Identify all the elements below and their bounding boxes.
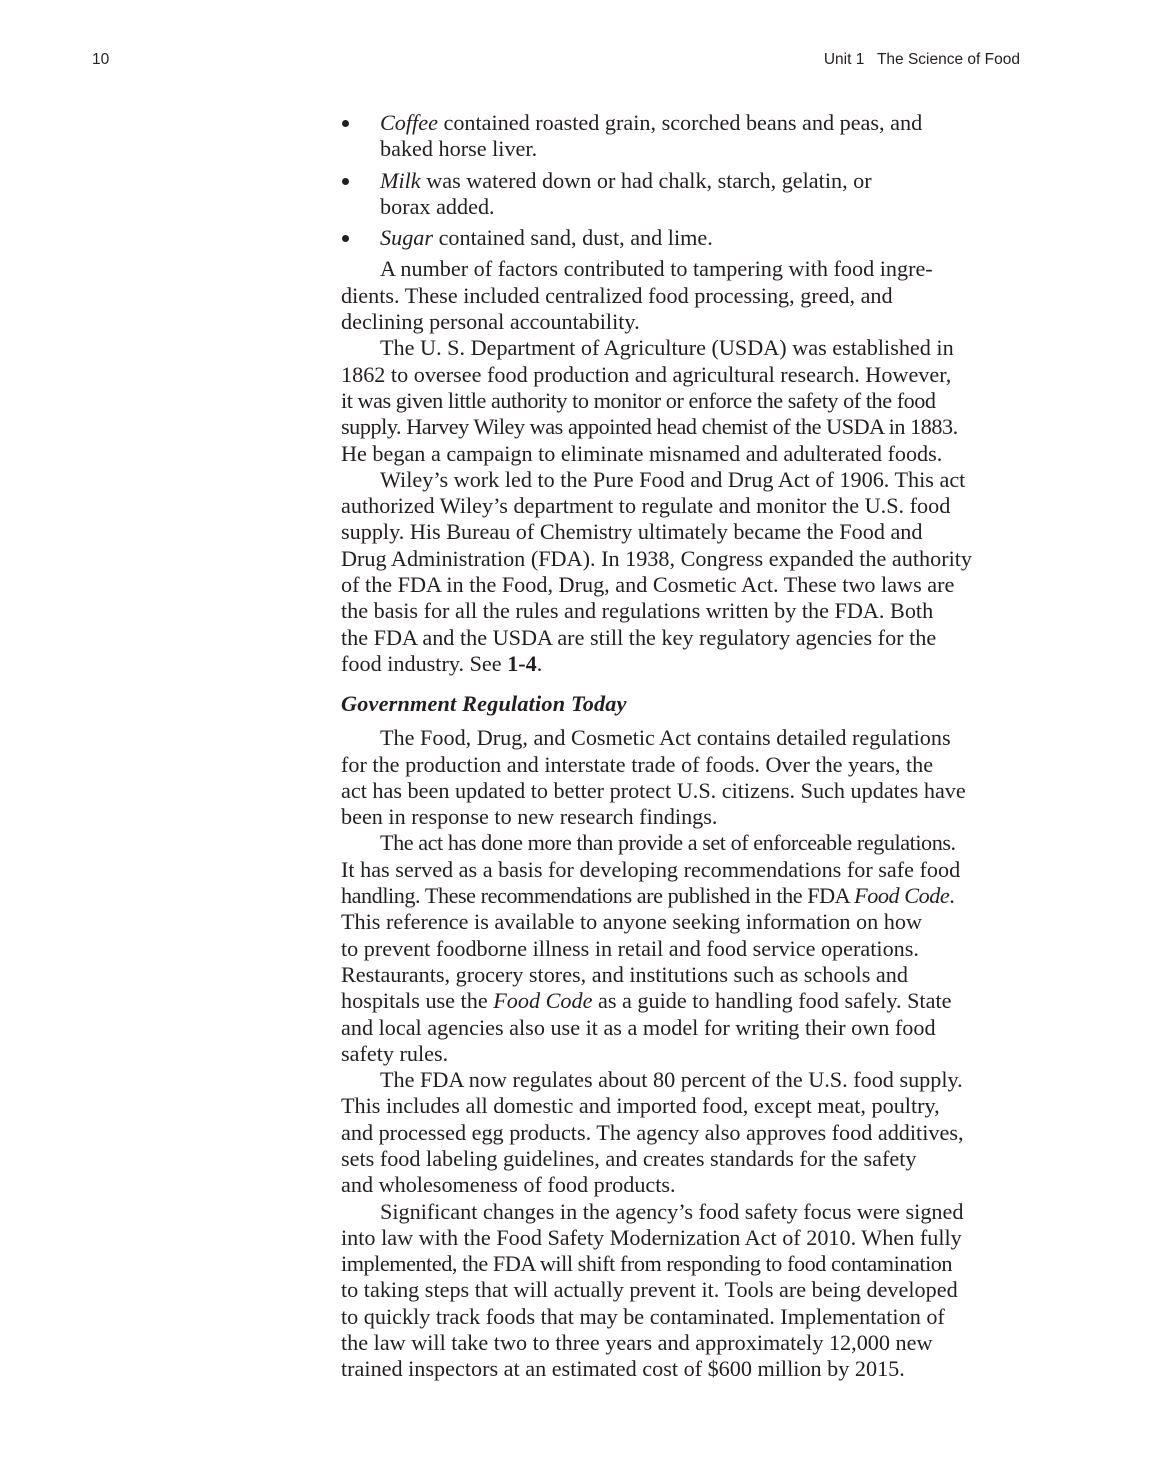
text-line: supply. His Bureau of Chemistry ultimately became the Food and [341,519,923,545]
text-line: supply. Harvey Wiley was appointed head chemist of the USDA in 1883. [341,414,958,440]
list-item-coffee [341,110,1023,163]
unit-title: Unit 1 The Science of Food [823,51,1020,68]
list-term: Milk [380,167,421,193]
text-line: to taking steps that will actually prevent it. Tools are being developed [341,1277,958,1303]
bullet-icon [342,178,349,185]
list-term: Sugar [380,225,434,251]
text-line: to quickly track foods that may be contaminated. Implementation of [341,1303,945,1329]
list-item-sugar [341,225,1023,251]
text-line: It has served as a basis for developing recommendations for safe food [341,856,961,882]
adulteration-list [341,110,1023,251]
text-line: to prevent foodborne illness in retail and food service operations. [341,935,919,961]
page-number: 10 [92,51,110,68]
text-line: Significant changes in the agency’s food safety focus were signed [380,1198,964,1224]
text-line: handling. These recommendations are published in the FDA [341,883,855,909]
text-line: the FDA and the USDA are still the key regulatory agencies for the [341,624,937,650]
text-line: The U. S. Department of Agriculture (USDA) was established in [380,335,954,361]
text-line: food industry. See [341,650,508,676]
text-line: hospitals use the [341,988,494,1014]
figure-reference: 1-4 [507,650,537,676]
text-line: declining personal accountability. [341,309,640,335]
text-line: safety rules. [341,1040,449,1066]
text-line: The Food, Drug, and Cosmetic Act contains detailed regulations [380,725,951,751]
body-text [341,110,1023,1383]
section-heading: Government Regulation Today [341,691,627,717]
text-line: and processed egg products. The agency also approves food additives, [341,1119,964,1145]
text-line: and wholesomeness of food products. [341,1172,676,1198]
running-header [0,51,1156,73]
publication-title: Food Code [493,988,593,1014]
paragraph-fsma [341,1199,1023,1383]
list-text: was watered down or had chalk, starch, gelatin, or [420,167,872,193]
paragraph-wiley [341,467,1023,677]
list-text: baked horse liver. [380,136,538,162]
text-line: This reference is available to anyone seeking information on how [341,909,922,935]
text-punct: . [536,650,543,676]
publication-title: Food Code [854,883,950,909]
list-text: contained sand, dust, and lime. [433,225,713,251]
list-text: borax added. [380,193,495,219]
text-line: been in response to new research findings. [341,804,718,830]
text-line: The FDA now regulates about 80 percent of the U.S. food supply. [380,1067,963,1093]
text-line: the basis for all the rules and regulations written by the FDA. Both [341,598,934,624]
paragraph-factors [341,256,1023,335]
text-line: Restaurants, grocery stores, and institutions such as schools and [341,961,908,987]
bullet-icon [342,120,349,127]
text-line: into law with the Food Safety Modernization Act of 2010. When fully [341,1224,962,1250]
paragraph-fda-regulates [341,1067,1023,1198]
text-line: authorized Wiley’s department to regulate and monitor the U.S. food [341,493,951,519]
list-item-milk [341,168,1023,221]
text-line: He began a campaign to eliminate misnamed and adulterated foods. [341,440,943,466]
text-punct: . [949,883,955,909]
paragraph-food-code [341,830,1023,1067]
list-term: Coffee [380,110,438,135]
text-line: trained inspectors at an estimated cost of $600 million by 2015. [341,1356,905,1382]
text-line: for the production and interstate trade of foods. Over the years, the [341,751,934,777]
text-line: The act has done more than provide a set of enforceable regulations. [380,830,956,856]
text-line: of the FDA in the Food, Drug, and Cosmetic Act. These two laws are [341,572,955,598]
bullet-icon [342,235,349,242]
text-line: implemented, the FDA will shift from responding to food contamination [341,1251,953,1277]
list-text: contained roasted grain, scorched beans and peas, and [437,110,923,135]
text-line: 1862 to oversee food production and agricultural research. However, [341,361,952,387]
text-line: act has been updated to better protect U.S. citizens. Such updates have [341,777,966,803]
text-line: dients. These included centralized food processing, greed, and [341,282,893,308]
paragraph-fdc-act [341,725,1023,830]
text-line: it was given little authority to monitor or enforce the safety of the food [341,387,936,413]
text-line: A number of factors contributed to tampering with food ingre- [380,256,933,282]
text-line: as a guide to handling food safely. State [592,988,952,1014]
text-line: This includes all domestic and imported food, except meat, poultry, [341,1093,940,1119]
text-line: sets food labeling guidelines, and creates standards for the safety [341,1145,917,1171]
text-line: Wiley’s work led to the Pure Food and Drug Act of 1906. This act [380,466,966,492]
paragraph-usda [341,335,1023,466]
text-line: and local agencies also use it as a model for writing their own food [341,1014,936,1040]
text-line: Drug Administration (FDA). In 1938, Congress expanded the authority [341,545,973,571]
text-line: the law will take two to three years and approximately 12,000 new [341,1330,933,1356]
